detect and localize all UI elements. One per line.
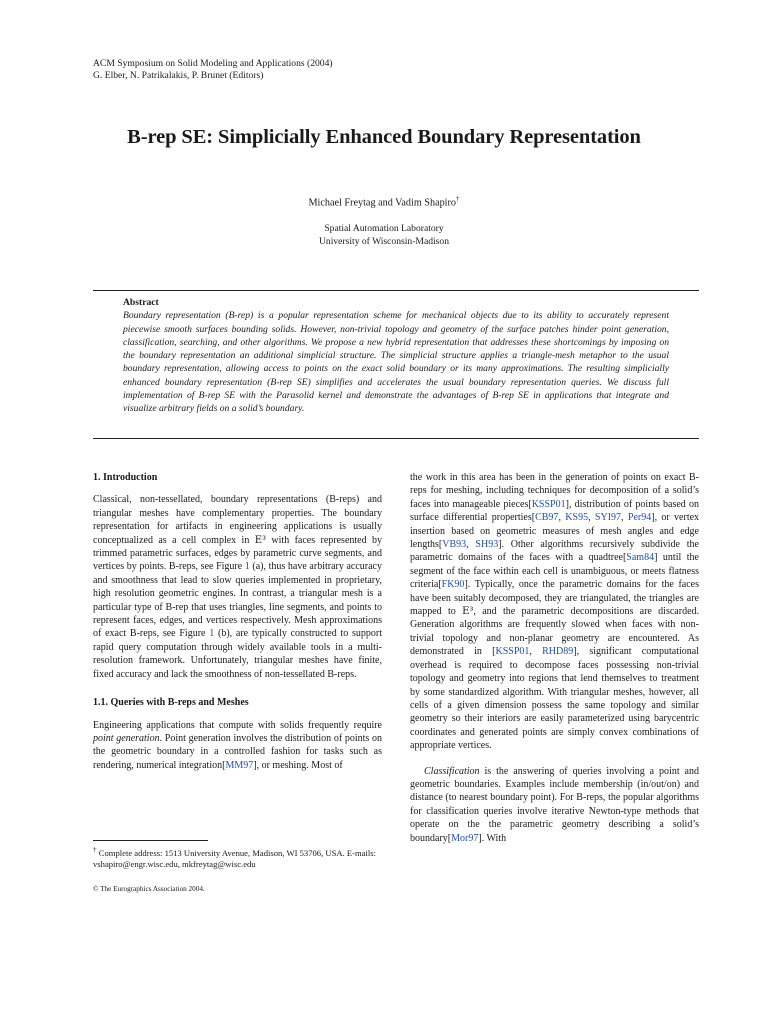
footnote-text: Complete address: 1513 University Avenue, Madison, WI 53706, USA. E-mails: vshapiro@engr.wisc.edu, mkfreytag@wisc.edu (93, 847, 376, 870)
abstract-bottom-rule (93, 438, 699, 439)
conference-header (93, 58, 333, 83)
editors: G. Elber, N. Patrikalakis, P. Brunet (Editors) (93, 70, 264, 82)
section-heading-queries: 1.1. Queries with B-reps and Meshes (93, 697, 249, 709)
citation-link[interactable]: FK90 (441, 579, 465, 591)
citation-link[interactable]: Sam84 (626, 552, 655, 564)
abstract-top-rule (93, 290, 699, 291)
author-names: Michael Freytag and Vadim Shapiro (308, 197, 456, 209)
copyright-notice (93, 885, 205, 893)
affiliation (0, 222, 768, 248)
authors (0, 195, 768, 208)
abstract-heading: Abstract (123, 297, 159, 308)
intro-paragraph: Classical, non-tessellated, boundary representations (B-reps) and triangular meshes have complementary properties. The boundary representation for artifacts in engineering applications is usually conceptualized as a cell complex in E³ with faces represented by trimmed parametric surfaces, edges by parametric curve segments, and vertices by points. B-reps, see Figure 1 (a), thus have arbitrary accuracy and smoothness that lead to slow queries implemented in proprietary, high resolution geometric engines. In contrast, a triangular mesh is a particular type of B-rep that uses triangles, line segments, and points to represent faces, edges, and vertices respectively. Mesh approximations of exact B-reps, see Figure 1 (b), are typically constructed to support rapid query computation through widely available tools in a multi-resolution framework. Unfortunately, triangular meshes have finite, fixed accuracy and lack the smoothness of non-tessellated B-reps. (93, 494, 382, 680)
citation-link[interactable]: VB93 (442, 539, 467, 551)
paper-title: B-rep SE: Simplicially Enhanced Boundary Representation (127, 126, 641, 148)
footnote (93, 845, 382, 870)
citation-link[interactable]: Mor97 (451, 832, 479, 844)
citation-link[interactable]: MM97 (225, 759, 254, 771)
citation-link[interactable]: KSSP01 (531, 498, 566, 510)
footnote-rule (93, 840, 208, 841)
right-column (410, 471, 699, 845)
dagger-mark: † (456, 195, 460, 203)
affiliation-university: University of Wisconsin-Madison (318, 236, 449, 248)
classification-paragraph: Classification is the answering of queries involving a point and geometric boundaries. Examples include membership (in/out/on) and distance (to nearest boundary point). For B-reps, the popular algorithms for classification queries involve iterative Newton-type methods that operate on the the parametric geometry describing a solid’s boundary[Mor97]. With (410, 765, 699, 844)
section-heading-introduction: 1. Introduction (93, 472, 158, 483)
citation-link[interactable]: KSSP01 (495, 646, 530, 658)
copyright-icon: © (93, 885, 99, 893)
abstract-body: Boundary representation (B-rep) is a popular representation scheme for mechanical objects due to its ability to accurately represent piecewise smooth surfaces bounding solids. However, non-trivial topology and geometry of the surface patches hinder point generation, classification, searching, and other algorithms. We propose a new hybrid representation that addresses these shortcomings by imposing on the boundary representation an additional simplicial structure. The simplicial structure applies a triangle-mesh metaphor to the usual boundary representation, allowing access to points on the exact solid boundary or its many approximations. The resulting simplicially enhanced boundary representation (B-rep SE) simplifies and accelerates the usual boundary representation queries. We discuss full implementation of B-rep SE with the Parasolid kernel and demonstrate the advantages of B-rep SE in applications that integrate and visualize arbitrary fields on a solid’s boundary. (123, 310, 669, 415)
queries-paragraph: Engineering applications that compute with solids frequently require point generation. Point generation involves the distribution of points on the geometric boundary in a controlled fashion for tasks such as rendering, numerical integration[MM97], or meshing. Most of (93, 719, 382, 771)
e3-symbol: E³ (254, 534, 267, 546)
figure-link[interactable]: 1 (209, 628, 215, 640)
left-column (93, 471, 382, 772)
citation-link[interactable]: SYI97 (594, 512, 622, 524)
figure-link[interactable]: 1 (244, 561, 250, 573)
conference-name: ACM Symposium on Solid Modeling and Applications (2004) (93, 58, 333, 69)
affiliation-lab: Spatial Automation Laboratory (324, 223, 444, 234)
footnote-mark: † (93, 846, 97, 854)
citation-link[interactable]: RHD89 (542, 646, 574, 658)
citation-link[interactable]: SH93 (475, 539, 499, 551)
generation-paragraph: the work in this area has been in the generation of points on exact B-reps for meshing, including techniques for decomposition of a solid’s faces into manageable pieces[KSSP01], distribution of points based on surface differential properties[CB97, KS95, SYI97, Per94], or vertex insertion based on geometric measures of mesh angles and edge lengths[VB93, SH93]. Other algorithms recursively subdivide the parametric domains of the faces with a quadtree[Sam84] until the segment of the face within each cell is unambiguous, or meets flatness criteria[FK90]. Typically, once the parametric domains for the faces have been suitably decomposed, they are triangulated, the triangles are mapped to E³, and the parametric decompositions are discarded. Generation algorithms are frequently slowed when faces with non-trivial topology and non-planar geometry are encountered. As demonstrated in [KSSP01, RHD89], significant computational overhead is required to decompose faces possessing non-trivial topology and geometry into regions that lend themselves to treatment by some standardized algorithm. With triangular meshes, however, all cells of a given dimension possess the same topology and similar geometry so their interiors are easily parameterized using barycentric coordinates and generated points are simply convex combinations of appropriate vertices. (410, 472, 700, 752)
citation-link[interactable]: KS95 (565, 512, 589, 524)
copyright-text: The Eurographics Association 2004. (98, 885, 205, 893)
abstract (123, 296, 669, 416)
e3-symbol: E³ (462, 606, 474, 618)
citation-link[interactable]: Per94 (627, 512, 652, 524)
citation-link[interactable]: CB97 (535, 512, 559, 524)
